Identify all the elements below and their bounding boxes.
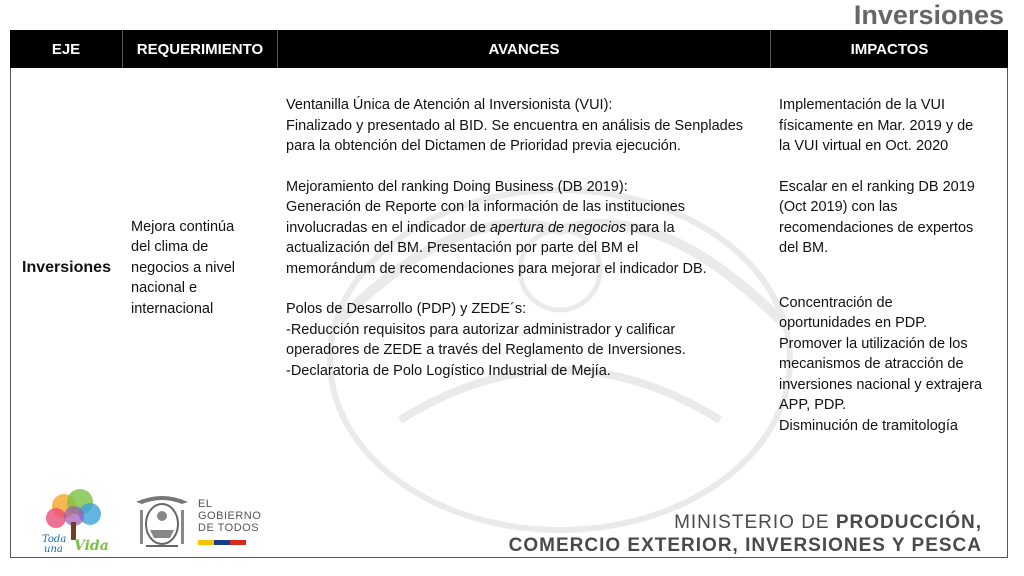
avance-line: Polos de Desarrollo (PDP) y ZEDE´s: [286,301,527,317]
table-header [10,30,1008,68]
avance-line: -Declaratoria de Polo Logístico Industrial de Mejía. [286,362,611,379]
impacto-line: Disminución de tramitología [779,417,958,434]
impacto-line: oportunidades en PDP. [779,315,928,331]
impacto-line: Escalar en el ranking DB 2019 [779,178,975,195]
impacto-line: APP, PDP. [779,397,847,413]
gov-text-line: EL [198,498,213,510]
avance-vui [286,95,771,157]
header-impactos: IMPACTOS [850,40,929,58]
requerimiento-line: nacional e [131,280,198,297]
requerimiento-line: del clima de [131,239,209,256]
coat-of-arms-icon [132,490,192,552]
requerimiento-line: internacional [131,300,214,317]
impacto-line: recomendaciones de expertos [779,219,974,236]
ministry-text: MINISTERIO DE [674,512,836,533]
flag-stripe-icon [198,540,246,545]
page-title: Inversiones [853,0,1004,30]
avance-line: para la obtención del Dictamen de Prioridad previa ejecución. [286,138,681,154]
impacto-vui [779,95,1008,157]
avance-line: -Reducción requisitos para autorizar administrador y calificar [286,321,676,338]
impacto-line: Implementación de la VUI [779,97,946,113]
header-avances: AVANCES [278,30,771,68]
avance-line: operadores de ZEDE a través del Reglamento de Inversiones. [286,342,686,358]
requerimiento-line: negocios a nivel [131,259,235,276]
avance-line: Ventanilla Única de Atención al Inversionista (VUI): [286,97,613,113]
gov-text-line: GOBIERNO [198,510,262,522]
logo-vida-word: Vida [74,538,109,554]
requerimiento-line: Mejora continúa [131,218,235,235]
impacto-line: inversiones nacional y extrajera [779,376,983,393]
avance-text: involucradas en el indicador de [286,219,490,236]
avance-doing-business [286,177,771,280]
impacto-line: la VUI virtual en Oct. 2020 [779,138,949,154]
table-row [10,68,1008,468]
ministry-logo [509,512,982,558]
toda-una-vida-logo [38,484,110,556]
gobierno-de-todos-logo [198,498,261,534]
header-requerimiento: REQUERIMIENTO [123,30,278,68]
impacto-line: Promover la utilización de los [779,335,968,352]
impacto-line: físicamente en Mar. 2019 y de [779,117,974,134]
impacto-line: Concentración de [779,294,893,311]
avance-line: Generación de Reporte con la información de las instituciones [286,199,685,215]
header-eje: EJE [10,30,123,68]
avance-line: Finalizado y presentado al BID. Se encuentra en análisis de Senplades [286,117,744,134]
logo-vida-word: Toda [42,534,67,545]
ministry-text-bold: PRODUCCIÓN, [835,512,982,533]
cell-eje: Inversiones [22,258,111,276]
gov-text-line: DE TODOS [198,522,260,534]
cell-impactos [771,68,1008,468]
avance-line: Mejoramiento del ranking Doing Business (DB 2019): [286,178,628,195]
avance-italic: apertura de negocios [489,219,627,236]
impacto-line: mecanismos de atracción de [779,356,964,372]
impacto-db [779,177,1008,259]
cell-avances [278,68,771,468]
logo-vida-word: una [44,544,63,555]
impacto-line: del BM. [779,240,829,256]
avance-line: memorándum de recomendaciones para mejorar el indicador DB. [286,260,707,277]
avance-text: para la [626,219,675,236]
avance-pdp-zede [286,299,771,381]
impacto-pdp [779,293,1008,437]
cell-requerimiento [123,68,278,468]
ministry-line-2: COMERCIO EXTERIOR, INVERSIONES Y PESCA [508,535,982,556]
impacto-line: (Oct 2019) con las [779,199,898,215]
ministry-line-1 [509,512,982,534]
avance-line [286,218,771,239]
avance-line: actualización del BM. Presentación por parte del BM el [286,240,639,256]
